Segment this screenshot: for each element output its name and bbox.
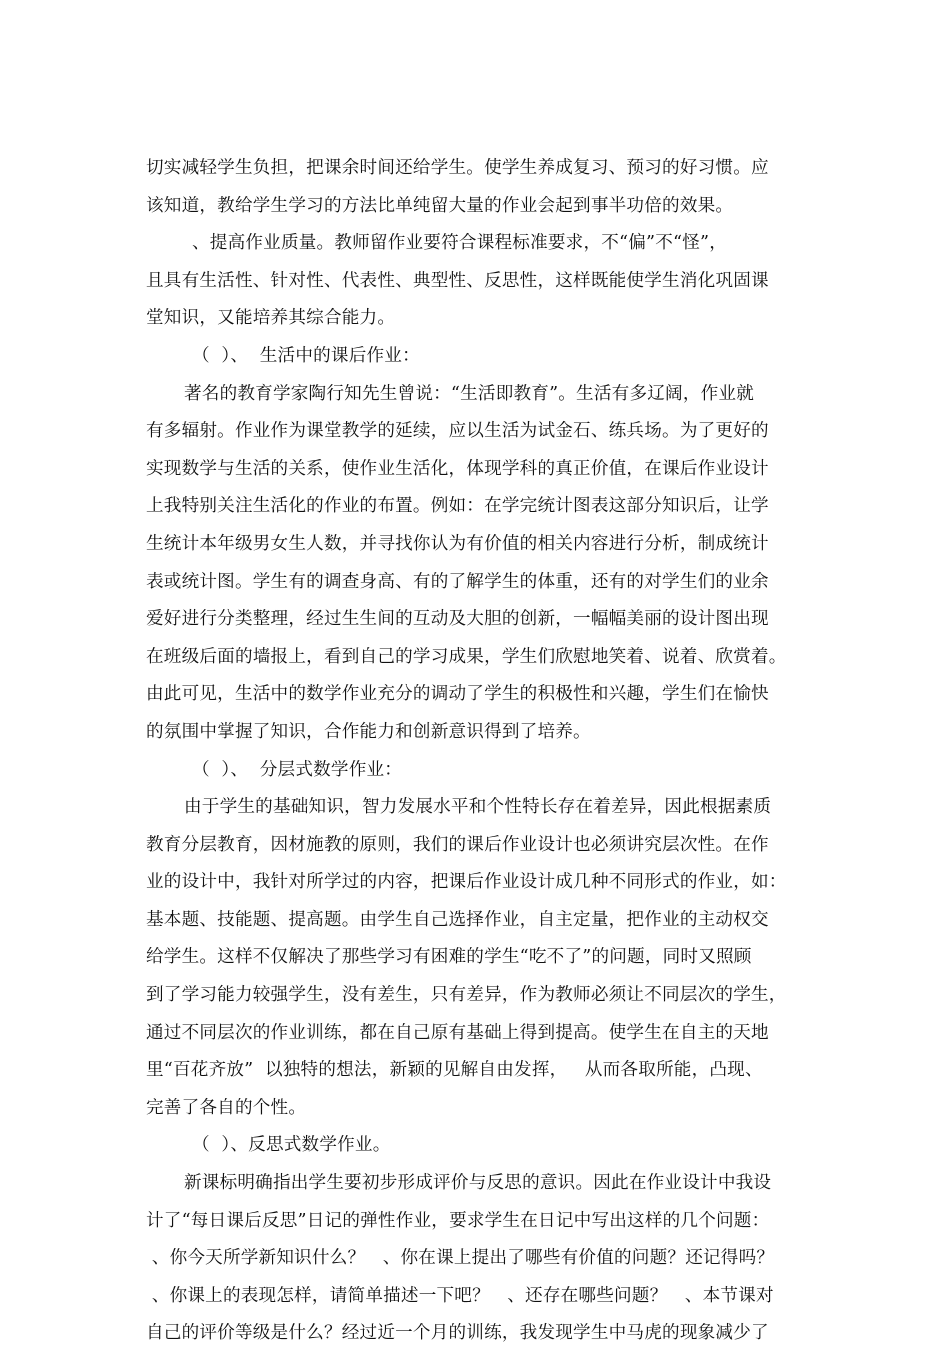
text-line: 到了学习能力较强学生，没有差生，只有差异，作为教师必须让不同层次的学生， bbox=[146, 985, 787, 1006]
text-line: 基本题、技能题、提高题。由学生自己选择作业，自主定量，把作业的主动权交 bbox=[146, 909, 769, 930]
text-line: （ ）、反思式数学作业。 bbox=[192, 1135, 391, 1156]
text-line: 教育分层教育，因材施教的原则，我们的课后作业设计也必须讲究层次性。在作 bbox=[146, 834, 769, 855]
text-line: 该知道，教给学生学习的方法比单纯留大量的作业会起到事半功倍的效果。 bbox=[146, 195, 734, 216]
text-line: 生统计本年级男女生人数，并寻找你认为有价值的相关内容进行分析，制成统计 bbox=[146, 533, 769, 554]
text-line: 完善了各自的个性。 bbox=[146, 1097, 307, 1118]
text-line: 给学生。这样不仅解决了那些学习有困难的学生“吃不了”的问题，同时又照顾 bbox=[146, 947, 752, 968]
document-body bbox=[146, 150, 810, 1353]
text-line: 由此可见，生活中的数学作业充分的调动了学生的积极性和兴趣，学生们在愉快 bbox=[146, 684, 769, 705]
text-line: 实现数学与生活的关系，使作业生活化，体现学科的真正价值，在课后作业设计 bbox=[146, 458, 769, 479]
text-line: 表或统计图。学生有的调查身高、有的了解学生的体重，还有的对学生们的业余 bbox=[146, 571, 769, 592]
text-line: 自己的评价等级是什么？经过近一个月的训练，我发现学生中马虎的现象减少了 bbox=[146, 1323, 769, 1344]
text-line: 业的设计中，我针对所学过的内容，把课后作业设计成几种不同形式的作业，如： bbox=[146, 872, 787, 893]
text-line: 由于学生的基础知识，智力发展水平和个性特长存在着差异，因此根据素质 bbox=[184, 797, 772, 818]
text-line: 切实减轻学生负担，把课余时间还给学生。使学生养成复习、预习的好习惯。应 bbox=[146, 158, 769, 178]
text-line: 、你今天所学新知识什么？ 、你在课上提出了哪些有价值的问题？还记得吗？ bbox=[146, 1248, 775, 1269]
text-line: 在班级后面的墙报上，看到自己的学习成果，学生们欣慰地笑着、说着、欣赏着。 bbox=[146, 646, 787, 667]
text-line: 新课标明确指出学生要初步形成评价与反思的意识。因此在作业设计中我设 bbox=[184, 1173, 772, 1194]
text-line: 著名的教育学家陶行知先生曾说：“生活即教育”。生活有多辽阔，作业就 bbox=[184, 383, 754, 404]
text-line: 通过不同层次的作业训练，都在自己原有基础上得到提高。使学生在自主的天地 bbox=[146, 1022, 769, 1043]
text-line: 堂知识，又能培养其综合能力。 bbox=[146, 308, 396, 329]
text-line: 、提高作业质量。教师留作业要符合课程标准要求，不“偏”不“怪”， bbox=[192, 233, 728, 254]
text-line: 有多辐射。作业作为课堂教学的延续，应以生活为试金石、练兵场。为了更好的 bbox=[146, 421, 769, 442]
text-line: 的氛围中掌握了知识，合作能力和创新意识得到了培养。 bbox=[146, 721, 591, 742]
text-line: 、你课上的表现怎样，请简单描述一下吧？ 、还存在哪些问题？ 、本节课对 bbox=[146, 1285, 774, 1306]
text-line: （ ）、 分层式数学作业： bbox=[192, 759, 403, 780]
text-line: 上我特别关注生活化的作业的布置。例如：在学完统计图表这部分知识后，让学 bbox=[146, 496, 769, 517]
text-line: （ ）、 生活中的课后作业： bbox=[192, 345, 420, 366]
text-line: 且具有生活性、针对性、代表性、典型性、反思性，这样既能使学生消化巩固课 bbox=[146, 270, 769, 291]
text-line: 里“百花齐放” 以独特的想法，新颖的见解自由发挥， 从而各取所能，凸现、 bbox=[146, 1060, 763, 1081]
text-line: 爱好进行分类整理，经过生生间的互动及大胆的创新，一幅幅美丽的设计图出现 bbox=[146, 609, 769, 630]
text-line: 计了“每日课后反思”日记的弹性作业，要求学生在日记中写出这样的几个问题： bbox=[146, 1210, 770, 1231]
